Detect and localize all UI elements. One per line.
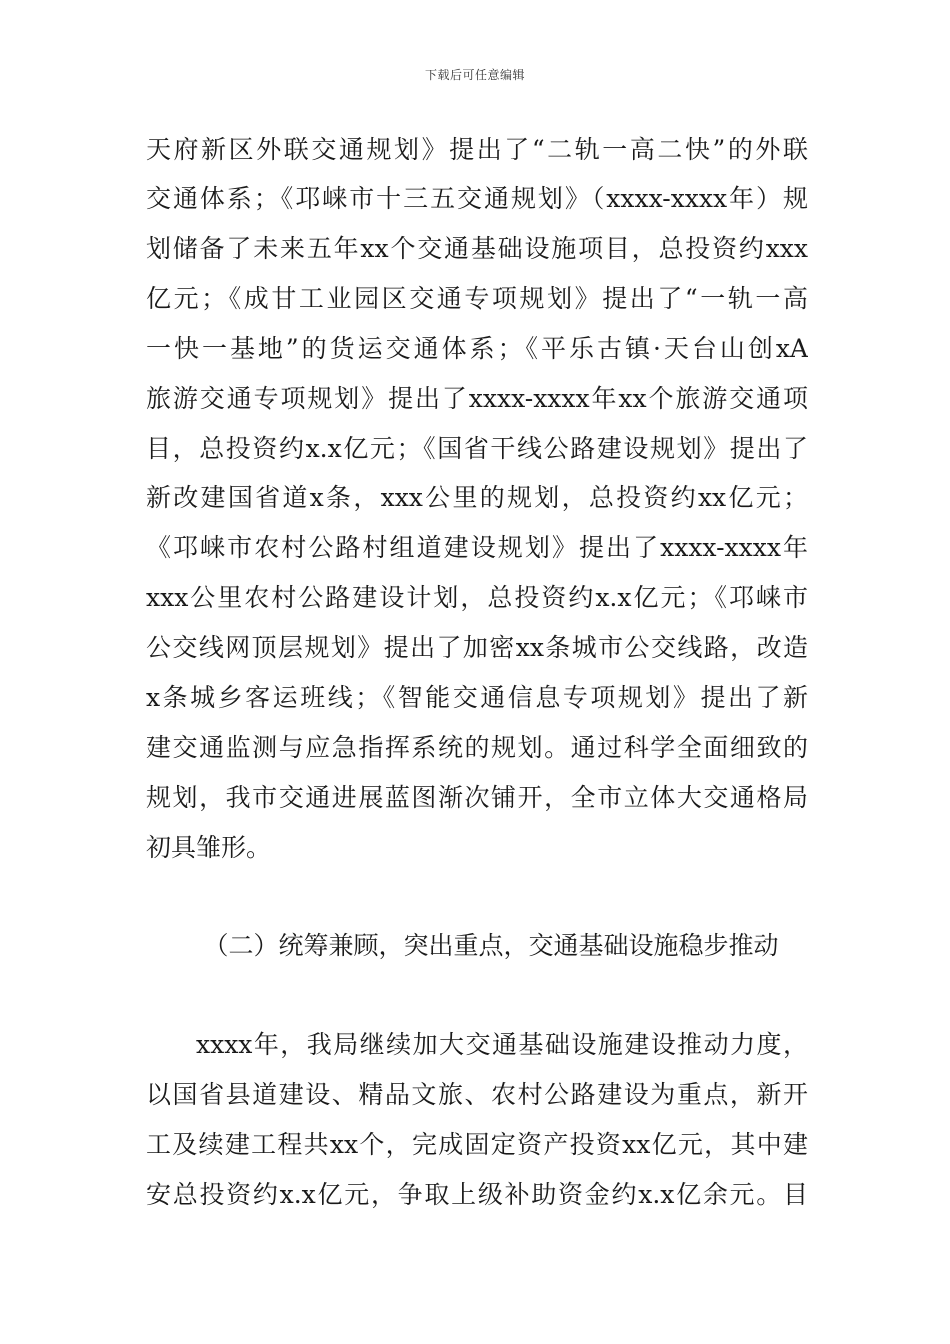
paragraph-line: 新改建国省道x条，xxx公里的规划，总投资约xx亿元； <box>146 483 808 512</box>
paragraph-line: 划储备了未来五年xx个交通基础设施项目，总投资约xxx <box>146 234 808 263</box>
paragraph-line: xxxx年，我局继续加大交通基础设施建设推动力度， <box>196 1030 808 1059</box>
paragraph-line: 工及续建工程共xx个，完成固定资产投资xx亿元，其中建 <box>146 1130 808 1159</box>
paragraph-line: 初具雏形。 <box>146 833 272 862</box>
download-note: 下载后可任意编辑 <box>424 68 525 82</box>
paragraph-line: xxx公里农村公路建设计划，总投资约x.x亿元；《邛崃市 <box>146 583 808 612</box>
paragraph-line: 目，总投资约x.x亿元；《国省干线公路建设规划》提出了 <box>146 434 808 463</box>
paragraph-line: 安总投资约x.x亿元，争取上级补助资金约x.x亿余元。目 <box>146 1180 808 1209</box>
section-heading: （二）统筹兼顾，突出重点，交通基础设施稳步推动 <box>203 931 779 960</box>
paragraph-line: 建交通监测与应急指挥系统的规划。通过科学全面细致的 <box>146 733 808 762</box>
paragraph-line: 亿元；《成甘工业园区交通专项规划》提出了“一轨一高 <box>146 284 808 313</box>
paragraph-line: 交通体系；《邛崃市十三五交通规划》（xxxx-xxxx年）规 <box>146 184 808 213</box>
paragraph-line: 规划，我市交通进展蓝图渐次铺开，全市立体大交通格局 <box>146 783 808 812</box>
paragraph-line: 以国省县道建设、精品文旅、农村公路建设为重点，新开 <box>146 1080 808 1109</box>
paragraph-line: 旅游交通专项规划》提出了xxxx-xxxx年xx个旅游交通项 <box>146 384 808 413</box>
paragraph-line: 天府新区外联交通规划》提出了“二轨一高二快”的外联 <box>146 135 808 164</box>
paragraph-line: 公交线网顶层规划》提出了加密xx条城市公交线路，改造 <box>146 633 808 662</box>
paragraph-line: 《邛崃市农村公路村组道建设规划》提出了xxxx-xxxx年 <box>146 533 808 562</box>
paragraph-line: x条城乡客运班线；《智能交通信息专项规划》提出了新 <box>146 683 808 712</box>
paragraph-line: 一快一基地”的货运交通体系；《平乐古镇·天台山创xA <box>146 334 808 363</box>
